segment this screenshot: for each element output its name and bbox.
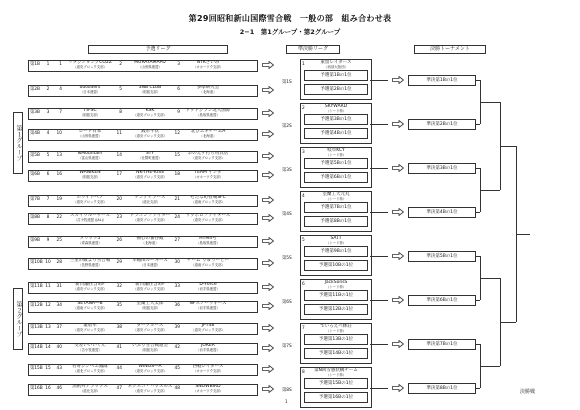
block-pnum: 15 [45, 366, 51, 371]
team-number: 36 [174, 303, 180, 308]
semi-connector [370, 344, 388, 345]
team-number: 22 [56, 215, 62, 220]
team-number: 20 [116, 197, 122, 202]
advance-arrow-icon [262, 344, 274, 352]
semi-slot: 予選第13Bの1位 [304, 334, 368, 345]
team-number: 8 [119, 110, 122, 115]
block-label: 第6B [30, 172, 40, 177]
team-number: 33 [174, 284, 180, 289]
team-branch: （オホーツク支部） [192, 389, 224, 393]
seed-team-name: 東留レイダース [320, 60, 352, 65]
advance-arrow-icon [392, 340, 404, 348]
semi-slot: 予選第15Bの1位 [304, 378, 368, 389]
bracket-line [480, 102, 500, 103]
bracket-line [516, 234, 530, 235]
semi-slot: 予選第10Bの1位 [304, 260, 368, 271]
semi-connector [370, 256, 388, 257]
team-name: NFスノーウォーズ [189, 301, 227, 306]
team-number: 39 [174, 325, 180, 330]
team-name: 多摩研究会 [196, 85, 220, 90]
block-label: 第5B [30, 153, 40, 158]
team-branch: （島取県連盟） [196, 241, 220, 245]
team-branch: （島取県連盟） [196, 113, 220, 117]
team-branch: （岩手県連盟） [196, 348, 220, 352]
block-label: 第12B [30, 303, 43, 308]
block-pnum: 8 [46, 215, 50, 220]
team-branch: （道北ブロック支部） [73, 369, 107, 373]
team-branch: （青森県連盟） [78, 241, 102, 245]
block-label: 第11B [30, 284, 43, 289]
team-number: 15 [174, 153, 180, 158]
team-name: 黒帆列アラックス [72, 384, 108, 389]
block-pnum: 16 [45, 386, 51, 391]
block-pnum: 4 [46, 131, 50, 136]
bracket-line [476, 388, 480, 389]
seed-team-note: （西部大阪団） [324, 65, 348, 69]
semi-label: 第4S [282, 212, 292, 217]
block-label: 第15B [30, 366, 43, 371]
team-name: WANIKEN [79, 170, 101, 175]
group-1-label: 第１グループ [13, 112, 23, 174]
team-name: 遠碧隼 [83, 323, 97, 328]
team-number: 37 [56, 325, 62, 330]
team-name: ドットジラン北人国際 [185, 108, 231, 113]
seed-team-note: （シード枠） [325, 329, 347, 333]
bracket-line [476, 212, 480, 213]
seed-number: 4 [302, 194, 305, 199]
team-name: サッポロファイターズ [185, 213, 231, 218]
team-number: 4 [59, 87, 62, 92]
semi-label: 第1S [282, 80, 292, 85]
team-branch: （胆振支部） [139, 348, 161, 352]
team-branch: （オホーツク支部） [192, 65, 224, 69]
semi-slot: 予選第8Bの1位 [304, 216, 368, 227]
advance-arrow-icon [262, 324, 274, 332]
team-number: 30 [174, 260, 180, 265]
team-name: NK-THE-KISS [136, 170, 164, 175]
team-name: スカイウルーザーズ [69, 213, 110, 218]
advance-arrow-icon [262, 365, 274, 373]
block-label: 第3B [30, 110, 40, 115]
block-label: 第7B [30, 197, 40, 202]
team-number: 40 [56, 345, 62, 350]
team-number: 26 [116, 238, 122, 243]
advance-arrow-icon [262, 214, 274, 222]
block-pnum: 3 [46, 110, 50, 115]
page-title: 第29回昭和新山国際雪合戦 一般の部 組み合わせ表 [188, 14, 392, 23]
team-name: STY [145, 151, 155, 156]
bracket-line [476, 124, 480, 125]
block-pnum: 7 [46, 197, 50, 202]
team-branch: （道央ブロック支部） [133, 287, 167, 291]
team-branch: （オホーツク支部） [192, 369, 224, 373]
team-number: 43 [56, 366, 62, 371]
team-number: 9 [177, 110, 180, 115]
semi-slot: 予選第1Bの1位 [304, 70, 368, 81]
final-header: 決勝トーナメント [414, 45, 486, 54]
final-slot: 準決第2Bの1位 [408, 119, 476, 130]
advance-arrow-icon [392, 208, 404, 216]
advance-arrow-icon [262, 385, 274, 393]
team-number: 44 [116, 366, 122, 371]
advance-arrow-icon [262, 86, 274, 94]
block-pnum: 9 [46, 238, 50, 243]
team-name: リタジショングCO2Z [68, 60, 112, 65]
team-name: NTKさいみ [196, 60, 220, 65]
semi-slot: 予選第4Bの1位 [304, 128, 368, 139]
team-name: 3NB CLUB [138, 85, 162, 90]
team-branch: （道北支部） [79, 389, 101, 393]
semi-label: 第3S [282, 168, 292, 173]
advance-arrow-icon [262, 283, 274, 291]
seed-team-name: 室蘭工大元丸 [322, 192, 350, 197]
team-number: 32 [116, 284, 122, 289]
semi-label: 第7S [282, 344, 292, 349]
team-branch: （北海道） [141, 241, 159, 245]
team-branch: （道央ブロック支部） [73, 200, 107, 204]
team-name: JOKER [201, 343, 215, 348]
seed-team-name: JackSonsS [324, 280, 348, 285]
seed-number: 2 [302, 106, 305, 111]
final-label: 決勝戦 [520, 389, 536, 395]
team-number: 5 [119, 87, 122, 92]
block-label: 第1B [30, 62, 40, 67]
semi-label: 第8S [282, 388, 292, 393]
team-number: 48 [174, 386, 180, 391]
final-slot: 準決第8Bの1位 [408, 383, 476, 394]
seed-team-note: （シード枠） [325, 241, 347, 245]
team-name: ドラゴンファイター [129, 213, 171, 218]
team-number: 1 [59, 62, 62, 67]
semi-slot: 予選第11Bの1位 [304, 290, 368, 301]
team-name: SETANA—B [77, 301, 103, 306]
semi-group-frame [300, 367, 372, 408]
semi-slot: 予選第6Bの1位 [304, 172, 368, 183]
seed-team-name: SKYWARD [324, 104, 348, 109]
team-number: 13 [56, 153, 62, 158]
team-number: 34 [56, 303, 62, 308]
team-number: 3 [177, 62, 180, 67]
semi-label: 第5S [282, 256, 292, 261]
team-branch: （岩手県連盟） [196, 287, 220, 291]
team-number: 24 [174, 215, 180, 220]
team-number: 11 [116, 131, 122, 136]
team-number: 17 [116, 172, 122, 177]
block-pnum: 12 [45, 303, 51, 308]
advance-arrow-icon [392, 120, 404, 128]
block-label: 第16B [30, 386, 43, 391]
semi-label: 第6S [282, 300, 292, 305]
team-branch: （道北支部） [139, 200, 161, 204]
team-name: 交差いいいくん [74, 343, 106, 348]
team-name: 室蘭工大太郎 [136, 301, 164, 306]
bracket-line [480, 278, 500, 279]
team-number: 45 [174, 366, 180, 371]
team-branch: （胆振支部） [139, 90, 161, 94]
team-branch: （道央ブロック支部） [133, 113, 167, 117]
team-name: 西軽レイダース [192, 364, 224, 369]
semi-slot: 予選第16Bの1位 [304, 392, 368, 403]
team-branch: （北海道） [199, 134, 217, 138]
seed-team-note: （シード枠） [325, 285, 347, 289]
final-slot: 準決第5Bの1位 [408, 251, 476, 262]
team-number: 23 [116, 215, 122, 220]
team-name: 三里の飯より雪合戦 [69, 258, 111, 263]
advance-arrow-icon [262, 152, 274, 160]
team-number: 35 [116, 303, 122, 308]
block-pnum: 11 [45, 284, 51, 289]
seed-team-note: （シード枠） [325, 197, 347, 201]
block-pnum: 14 [45, 345, 51, 350]
team-branch: （富山県連盟） [78, 156, 102, 160]
team-name: 早稲田ルーキーズ [132, 258, 168, 263]
team-number: 18 [174, 172, 180, 177]
team-name: TS-SC [83, 108, 97, 113]
team-number: 47 [116, 386, 122, 391]
seed-team-name: 岐阜KCY [327, 148, 345, 153]
seed-team-name: でいろえべ林荘 [320, 324, 352, 329]
semi-connector [370, 300, 388, 301]
team-number: 10 [56, 131, 62, 136]
team-number: 2 [119, 62, 122, 67]
team-branch: （長野県連盟） [78, 263, 102, 267]
semi-slot: 予選第2Bの1位 [304, 84, 368, 95]
team-number: 27 [174, 238, 180, 243]
block-pnum: 6 [46, 172, 50, 177]
advance-arrow-icon [262, 130, 274, 138]
team-branch: （道央ブロック支部） [133, 369, 167, 373]
semi-slot: 予選第7Bの1位 [304, 202, 368, 213]
semi-connector [370, 80, 388, 81]
seed-team-note: （シード枠） [325, 373, 347, 377]
block-pnum: 10 [45, 260, 51, 265]
semi-slot: 予選第12Bの1位 [304, 304, 368, 315]
semi-group-frame [300, 59, 372, 100]
bracket-line [500, 146, 516, 147]
team-name: ロード日本 [78, 129, 102, 134]
semi-connector [370, 124, 388, 125]
advance-arrow-icon [392, 76, 404, 84]
block-label: 第8B [30, 215, 40, 220]
team-name: せたな町役場SFC [190, 195, 226, 200]
team-name: メリット5 [79, 236, 101, 241]
advance-arrow-icon [262, 61, 274, 69]
team-branch: （道央ブロック支部） [73, 65, 107, 69]
team-name: JPT48 [201, 323, 215, 328]
block-label: 第2B [30, 87, 40, 92]
semi-connector [370, 388, 388, 389]
team-number: 38 [116, 325, 122, 330]
team-name: ダークホース [136, 323, 164, 328]
semi-header: 準決勝リーグ [286, 45, 340, 54]
team-branch: （道南ブロック支部） [191, 200, 225, 204]
prelim-header: 予選リーグ [88, 45, 228, 54]
team-number: 42 [174, 345, 180, 350]
advance-arrow-icon [392, 252, 404, 260]
seed-team-name: SATT [330, 236, 342, 241]
semi-group-frame [300, 323, 372, 364]
bracket-line [476, 300, 480, 301]
block-label: 第4B [30, 131, 40, 136]
team-name: TEAM イシダ [194, 170, 222, 175]
advance-arrow-icon [262, 237, 274, 245]
semi-connector [370, 168, 388, 169]
final-slot: 準決第1Bの1位 [408, 75, 476, 86]
page-number: 1 [285, 399, 288, 404]
team-name: KSK [145, 108, 155, 113]
team-branch: （道央ブロック支部） [191, 328, 225, 332]
team-number: 12 [174, 131, 180, 136]
seed-number: 5 [302, 238, 305, 243]
team-name: 新日瀬住含めF [75, 282, 105, 287]
team-number: 19 [56, 197, 62, 202]
semi-group-frame [300, 103, 372, 144]
seed-number: 1 [302, 62, 305, 67]
team-branch: （道南ブロック支部） [191, 263, 225, 267]
block-label: 第9B [30, 238, 40, 243]
team-branch: （胆振支部） [79, 113, 101, 117]
team-branch: （山形県連盟） [78, 134, 102, 138]
block-label: 第13B [30, 325, 43, 330]
advance-arrow-icon [392, 164, 404, 172]
team-branch: （胆振支部） [79, 175, 101, 179]
page-subtitle: 2−1 第1グループ・第2グループ [239, 28, 341, 36]
bracket-line [480, 366, 500, 367]
team-branch: （道南ブロック支部） [73, 306, 107, 310]
semi-slot: 予選第14Bの1位 [304, 348, 368, 359]
team-branch: （苫小牧連盟 (JAL)） [73, 218, 107, 222]
team-name: いぶり雪合戦道会 [132, 343, 168, 348]
team-name: テンゲイラース [134, 195, 166, 200]
team-name: 銭形平次 [141, 129, 159, 134]
semi-slot: 予選第3Bの1位 [304, 114, 368, 125]
semi-slot: 予選第5Bの1位 [304, 158, 368, 169]
block-label: 第10B [30, 260, 43, 265]
team-branch: （道央ブロック支部） [133, 134, 167, 138]
advance-arrow-icon [262, 302, 274, 310]
bracket-line [500, 322, 516, 323]
team-number: 21 [174, 197, 180, 202]
team-branch: （オホーツク支部） [192, 175, 224, 179]
team-name: 新日瀬住含めF [135, 282, 165, 287]
team-branch: （日本連盟） [139, 263, 161, 267]
team-branch: （胆振支部） [139, 306, 161, 310]
team-number: 16 [56, 172, 62, 177]
team-branch: （北海道） [199, 90, 217, 94]
team-branch: （道央ブロック支部） [133, 218, 167, 222]
semi-group-frame [300, 279, 372, 320]
seed-number: 3 [302, 150, 305, 155]
seed-number: 7 [302, 326, 305, 331]
team-branch: （壮瞥町連盟） [138, 156, 162, 160]
block-pnum: 13 [45, 325, 51, 330]
semi-slot: 予選第9Bの1位 [304, 246, 368, 257]
seed-team-note: （シード枠） [325, 153, 347, 157]
advance-arrow-icon [262, 259, 274, 267]
team-name: 揚むの審谷殿 [136, 236, 164, 241]
team-name: 名寄ジンベエ鳳隊 [72, 364, 108, 369]
group-2-label: 第２グループ [13, 288, 23, 350]
seed-team-note: （シード枠） [325, 109, 347, 113]
advance-arrow-icon [392, 384, 404, 392]
final-slot: 準決第3Bの1位 [408, 163, 476, 174]
team-branch: （道央ブロック支部） [191, 218, 225, 222]
team-name: おのえテ打ち用具店 [187, 151, 229, 156]
seed-team-name: 第N回雪感状構チーム [314, 368, 358, 373]
final-slot: 準決第7Bの1位 [408, 339, 476, 350]
team-number: 14 [116, 153, 122, 158]
team-branch: （道央ブロック支部） [133, 328, 167, 332]
team-name: チーム りゅうーとー [187, 258, 229, 263]
semi-connector [370, 212, 388, 213]
semi-group-frame [300, 191, 372, 232]
team-number: 28 [56, 260, 62, 265]
seed-number: 6 [302, 282, 305, 287]
team-number: 41 [116, 345, 122, 350]
team-branch: （苫小牧連盟） [78, 348, 102, 352]
team-name: HYM4号 [199, 236, 217, 241]
seed-number: 8 [302, 370, 305, 375]
block-pnum: 2 [46, 87, 50, 92]
block-label: 第14B [30, 345, 43, 350]
advance-arrow-icon [262, 109, 274, 117]
team-number: 25 [56, 238, 62, 243]
block-pnum: 5 [46, 153, 50, 158]
team-number: 6 [177, 87, 180, 92]
advance-arrow-icon [262, 196, 274, 204]
semi-group-frame [300, 147, 372, 188]
team-branch: （道央ブロック支部） [191, 156, 225, 160]
team-branch: （道央ブロック支部） [133, 389, 167, 393]
team-name: D-Force [199, 282, 217, 287]
advance-arrow-icon [392, 296, 404, 304]
semi-group-frame [300, 235, 372, 276]
team-branch: （日本連盟） [79, 90, 101, 94]
final-slot: 準決第4Bの1位 [408, 207, 476, 218]
team-name: &Mountain [77, 151, 103, 156]
bracket-line [480, 190, 500, 191]
team-branch: （山形県連盟） [138, 65, 162, 69]
team-name: outsiders [79, 85, 101, 90]
team-name: ホワイトベア [76, 195, 104, 200]
final-slot: 準決第6Bの1位 [408, 295, 476, 306]
team-name: WINGS—A [138, 364, 162, 369]
team-number: 31 [56, 284, 62, 289]
team-number: 29 [116, 260, 122, 265]
team-name: MURAYAMAPD [134, 60, 166, 65]
team-number: 7 [59, 110, 62, 115]
advance-arrow-icon [262, 171, 274, 179]
team-name: 北びエネチームA [190, 129, 226, 134]
team-number: 46 [56, 386, 62, 391]
team-name: SNOWBIRD [195, 384, 221, 389]
team-branch: （道央ブロック支部） [73, 287, 107, 291]
team-branch: （岩手県連盟） [196, 306, 220, 310]
block-pnum: 1 [46, 62, 50, 67]
team-name: ネクスコ・ハッスルズ [127, 384, 173, 389]
team-branch: （道央ブロック支部） [73, 328, 107, 332]
semi-label: 第2S [282, 124, 292, 129]
team-branch: （道央ブロック支部） [133, 175, 167, 179]
